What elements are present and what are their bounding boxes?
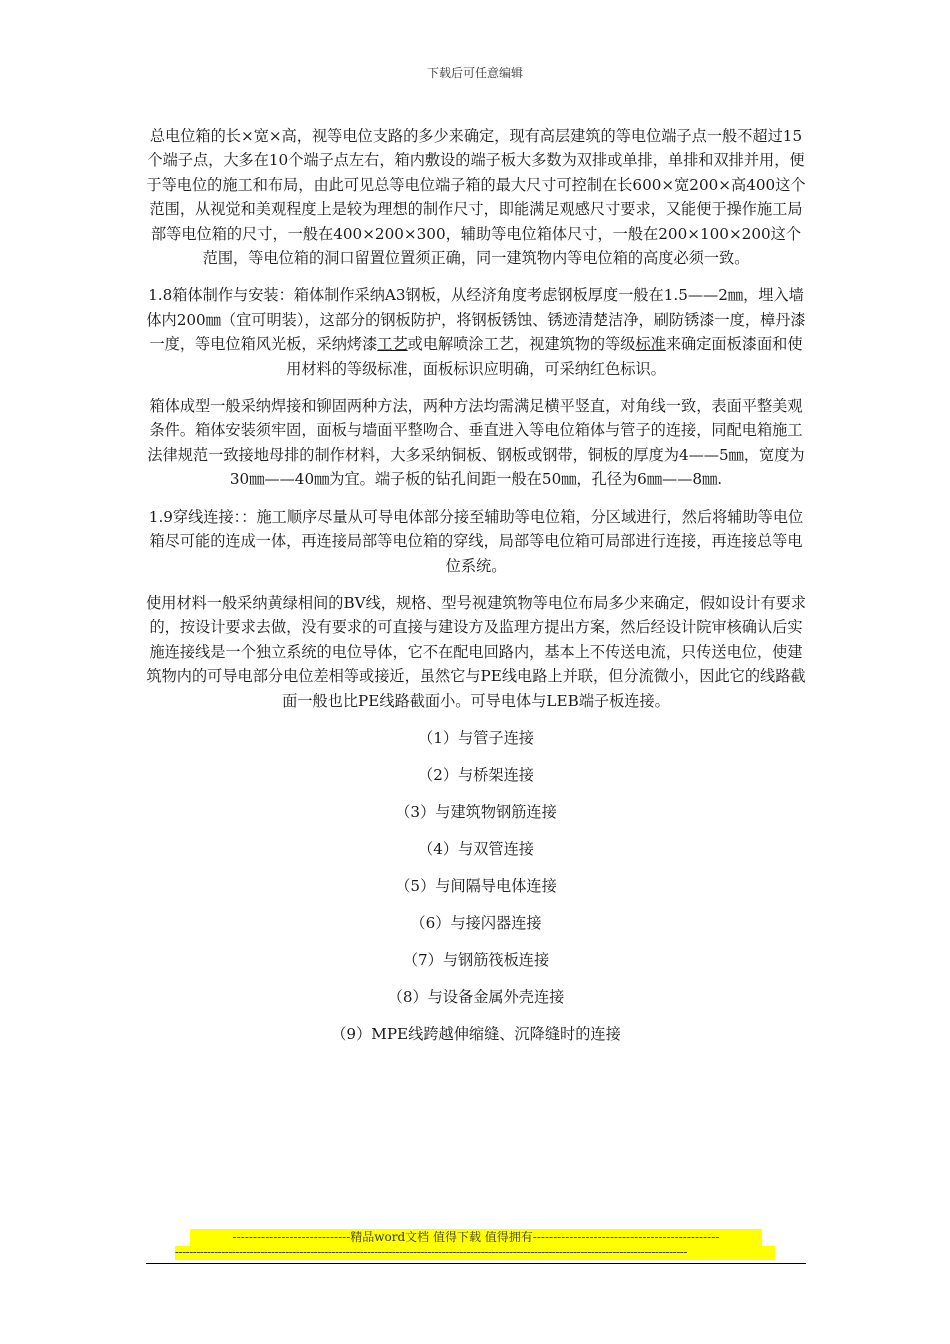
list-item: （8）与设备金属外壳连接 bbox=[387, 987, 565, 1006]
paragraph-text-segment: 1.8箱体制作与安装：箱体制作采纳A3钢板，从经济角度考虑钢板厚度一般在1.5——2㎜，埋入墙体内200㎜（宜可明装），这部分的钢板防护，将钢板锈蚀、锈迹清楚洁净，刷防锈漆一度，樟丹漆一度，等电位箱风光板，采纳烤漆 bbox=[146, 286, 806, 354]
list-item: （4）与双管连接 bbox=[418, 839, 534, 858]
paragraph-wiring: 1.9穿线连接：：施工顺序尽量从可导电体部分接至辅助等电位箱，分区域进行，然后将辅助等电位箱尽可能的连成一体，再连接局部等电位箱的穿线，局部等电位箱可局部进行连接，再连接总等电位系统。 bbox=[148, 507, 804, 575]
footer-dash-line: ------------------------------------------------------------------------------------------------------------------------------------------------ bbox=[175, 1246, 775, 1260]
connection-list bbox=[146, 726, 806, 1059]
paragraph-box-fabrication bbox=[146, 283, 806, 381]
footer-divider bbox=[146, 1263, 806, 1264]
list-item: （1）与管子连接 bbox=[418, 728, 534, 747]
document-body bbox=[146, 124, 806, 1059]
list-item: （9）MPE线跨越伸缩缝、沉降缝时的连接 bbox=[331, 1024, 621, 1043]
underlined-term-process: 工艺 bbox=[377, 335, 408, 354]
paragraph-text-segment: 或电解喷涂工艺，视建筑物的等级 bbox=[407, 335, 636, 354]
underlined-term-standard: 标准 bbox=[635, 335, 666, 354]
list-item: （5）与间隔导电体连接 bbox=[395, 876, 557, 895]
paragraph-box-size: 总电位箱的长×宽×高，视等电位支路的多少来确定，现有高层建筑的等电位端子点一般不超过15个端子点，大多在10个端子点左右，箱内敷设的端子板大多数为双排或单排，单排和双排并用，便于等电位的施工和布局，由此可见总等电位端子箱的最大尺寸可控制在长600×宽200×高400这个范围，从视觉和美观程度上是较为理想的制作尺寸，即能满足观感尺寸要求，又能便于操作施工局部等电位箱的尺寸，一般在400×200×300，辅助等电位箱体尺寸，一般在200×100×200这个范围，等电位箱的洞口留置位置须正确，同一建筑物内等电位箱的高度必须一致。 bbox=[146, 127, 806, 268]
list-item: （3）与建筑物钢筋连接 bbox=[395, 802, 557, 821]
paragraph-box-forming: 箱体成型一般采纳焊接和铆固两种方法，两种方法均需满足横平竖直，对角线一致，表面平整美观条件。箱体安装须牢固，面板与墙面平整吻合、垂直进入等电位箱体与管子的连接，同配电箱施工法律规范一致接地母排的制作材料，大多采纳铜板、钢板或钢带，铜板的厚度为4——5㎜，宽度为30㎜——40㎜为宜。端子板的钻孔间距一般在50㎜，孔径为6㎜——8㎜. bbox=[147, 397, 805, 489]
paragraph-text-segment: 来确定面板漆面和使用材料的等级标准，面板标识应明确，可采纳红色标识。 bbox=[286, 335, 803, 378]
list-item: （7）与钢筋筏板连接 bbox=[402, 950, 550, 969]
list-item: （6）与接闪器连接 bbox=[410, 913, 542, 932]
footer-banner: -----------------------------精品word文档 值得下载 值得拥有---------------------------------------------- bbox=[190, 1229, 762, 1246]
header-note: 下载后可任意编辑 bbox=[426, 66, 523, 80]
list-item: （2）与桥架连接 bbox=[418, 765, 534, 784]
paragraph-materials: 使用材料一般采纳黄绿相间的BV线，规格、型号视建筑物等电位布局多少来确定，假如设计有要求的，按设计要求去做，没有要求的可直接与建设方及监理方提出方案，然后经设计院审核确认后实施连接线是一个独立系统的电位导体，它不在配电回路内，基本上不传送电流，只传送电位，使建筑物内的可导电部分电位差相等或接近，虽然它与PE线电路上并联，但分流微小，因此它的线路截面一般也比PE线路截面小。可导电体与LEB端子板连接。 bbox=[146, 593, 807, 710]
